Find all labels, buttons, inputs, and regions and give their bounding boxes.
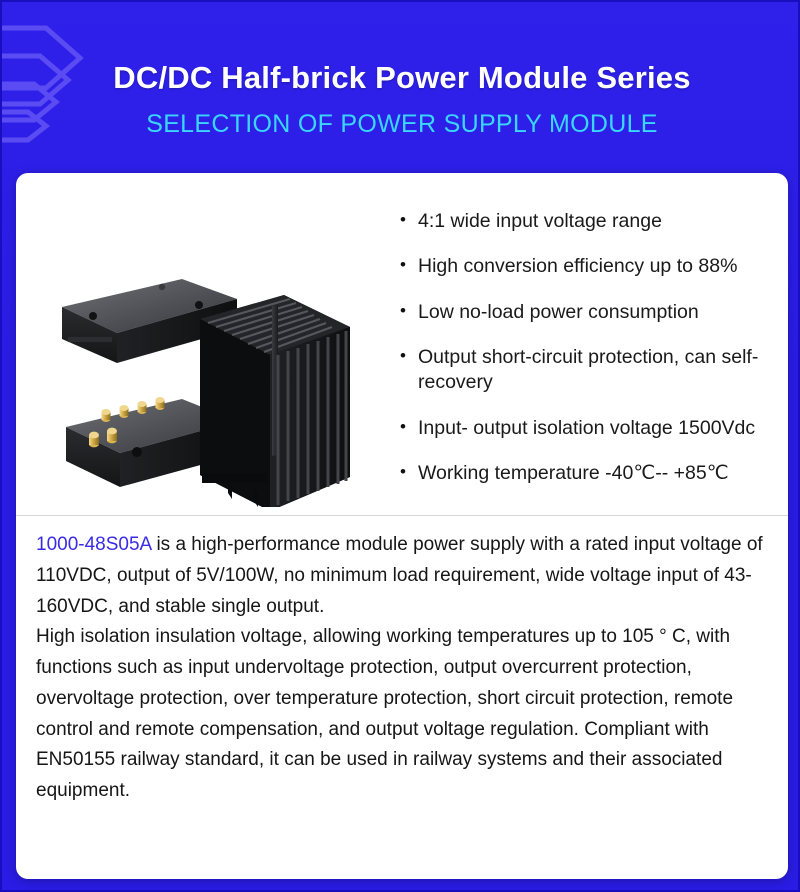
model-number: 1000-48S05A: [36, 534, 152, 555]
feature-text: Output short-circuit protection, can self-recovery: [418, 346, 759, 394]
product-description: [16, 516, 788, 807]
bullet-icon: •: [400, 255, 406, 275]
bullet-icon: •: [400, 462, 406, 482]
product-photo: [32, 187, 394, 507]
bullet-icon: •: [400, 300, 406, 320]
list-item: [400, 461, 772, 486]
feature-text: Working temperature -40℃-- +85℃: [418, 462, 729, 485]
feature-text: High conversion efficiency up to 88%: [418, 255, 738, 278]
description-paragraph-1: [36, 530, 768, 622]
description-paragraph-1-rest: is a high-performance module power supply with a rated input voltage of 110VDC, output of 5V/100W, no minimum load requirement, wide voltage input of 43-160VDC, and stable single output.: [36, 534, 763, 617]
content-card: [16, 173, 788, 879]
list-item: [400, 416, 772, 441]
page-subtitle: SELECTION OF POWER SUPPLY MODULE: [146, 110, 658, 138]
bullet-icon: •: [400, 346, 406, 366]
feature-text: Input- output isolation voltage 1500Vdc: [418, 416, 756, 439]
list-item: [400, 300, 772, 325]
description-paragraph-2: High isolation insulation voltage, allowing working temperatures up to 105 ° C, with functions such as input undervoltage protection, output overcurrent protection, overvoltage protection, over temperature protection, short circuit protection, remote control and remote compensation, and output voltage regulation. Compliant with EN50155 railway standard, it can be used in railway systems and their associated equipment.: [36, 626, 734, 802]
bullet-icon: •: [400, 416, 406, 436]
banner-header: [2, 60, 800, 139]
features-list: [394, 187, 772, 515]
list-item: [400, 254, 772, 279]
feature-text: 4:1 wide input voltage range: [418, 210, 662, 232]
list-item: [400, 209, 772, 234]
product-overview-section: [16, 173, 788, 516]
feature-text: Low no-load power consumption: [418, 300, 699, 323]
product-modules-illustration: [32, 187, 394, 507]
list-item: [400, 345, 772, 396]
page-title: DC/DC Half-brick Power Module Series: [113, 60, 691, 95]
bullet-icon: •: [400, 210, 406, 229]
